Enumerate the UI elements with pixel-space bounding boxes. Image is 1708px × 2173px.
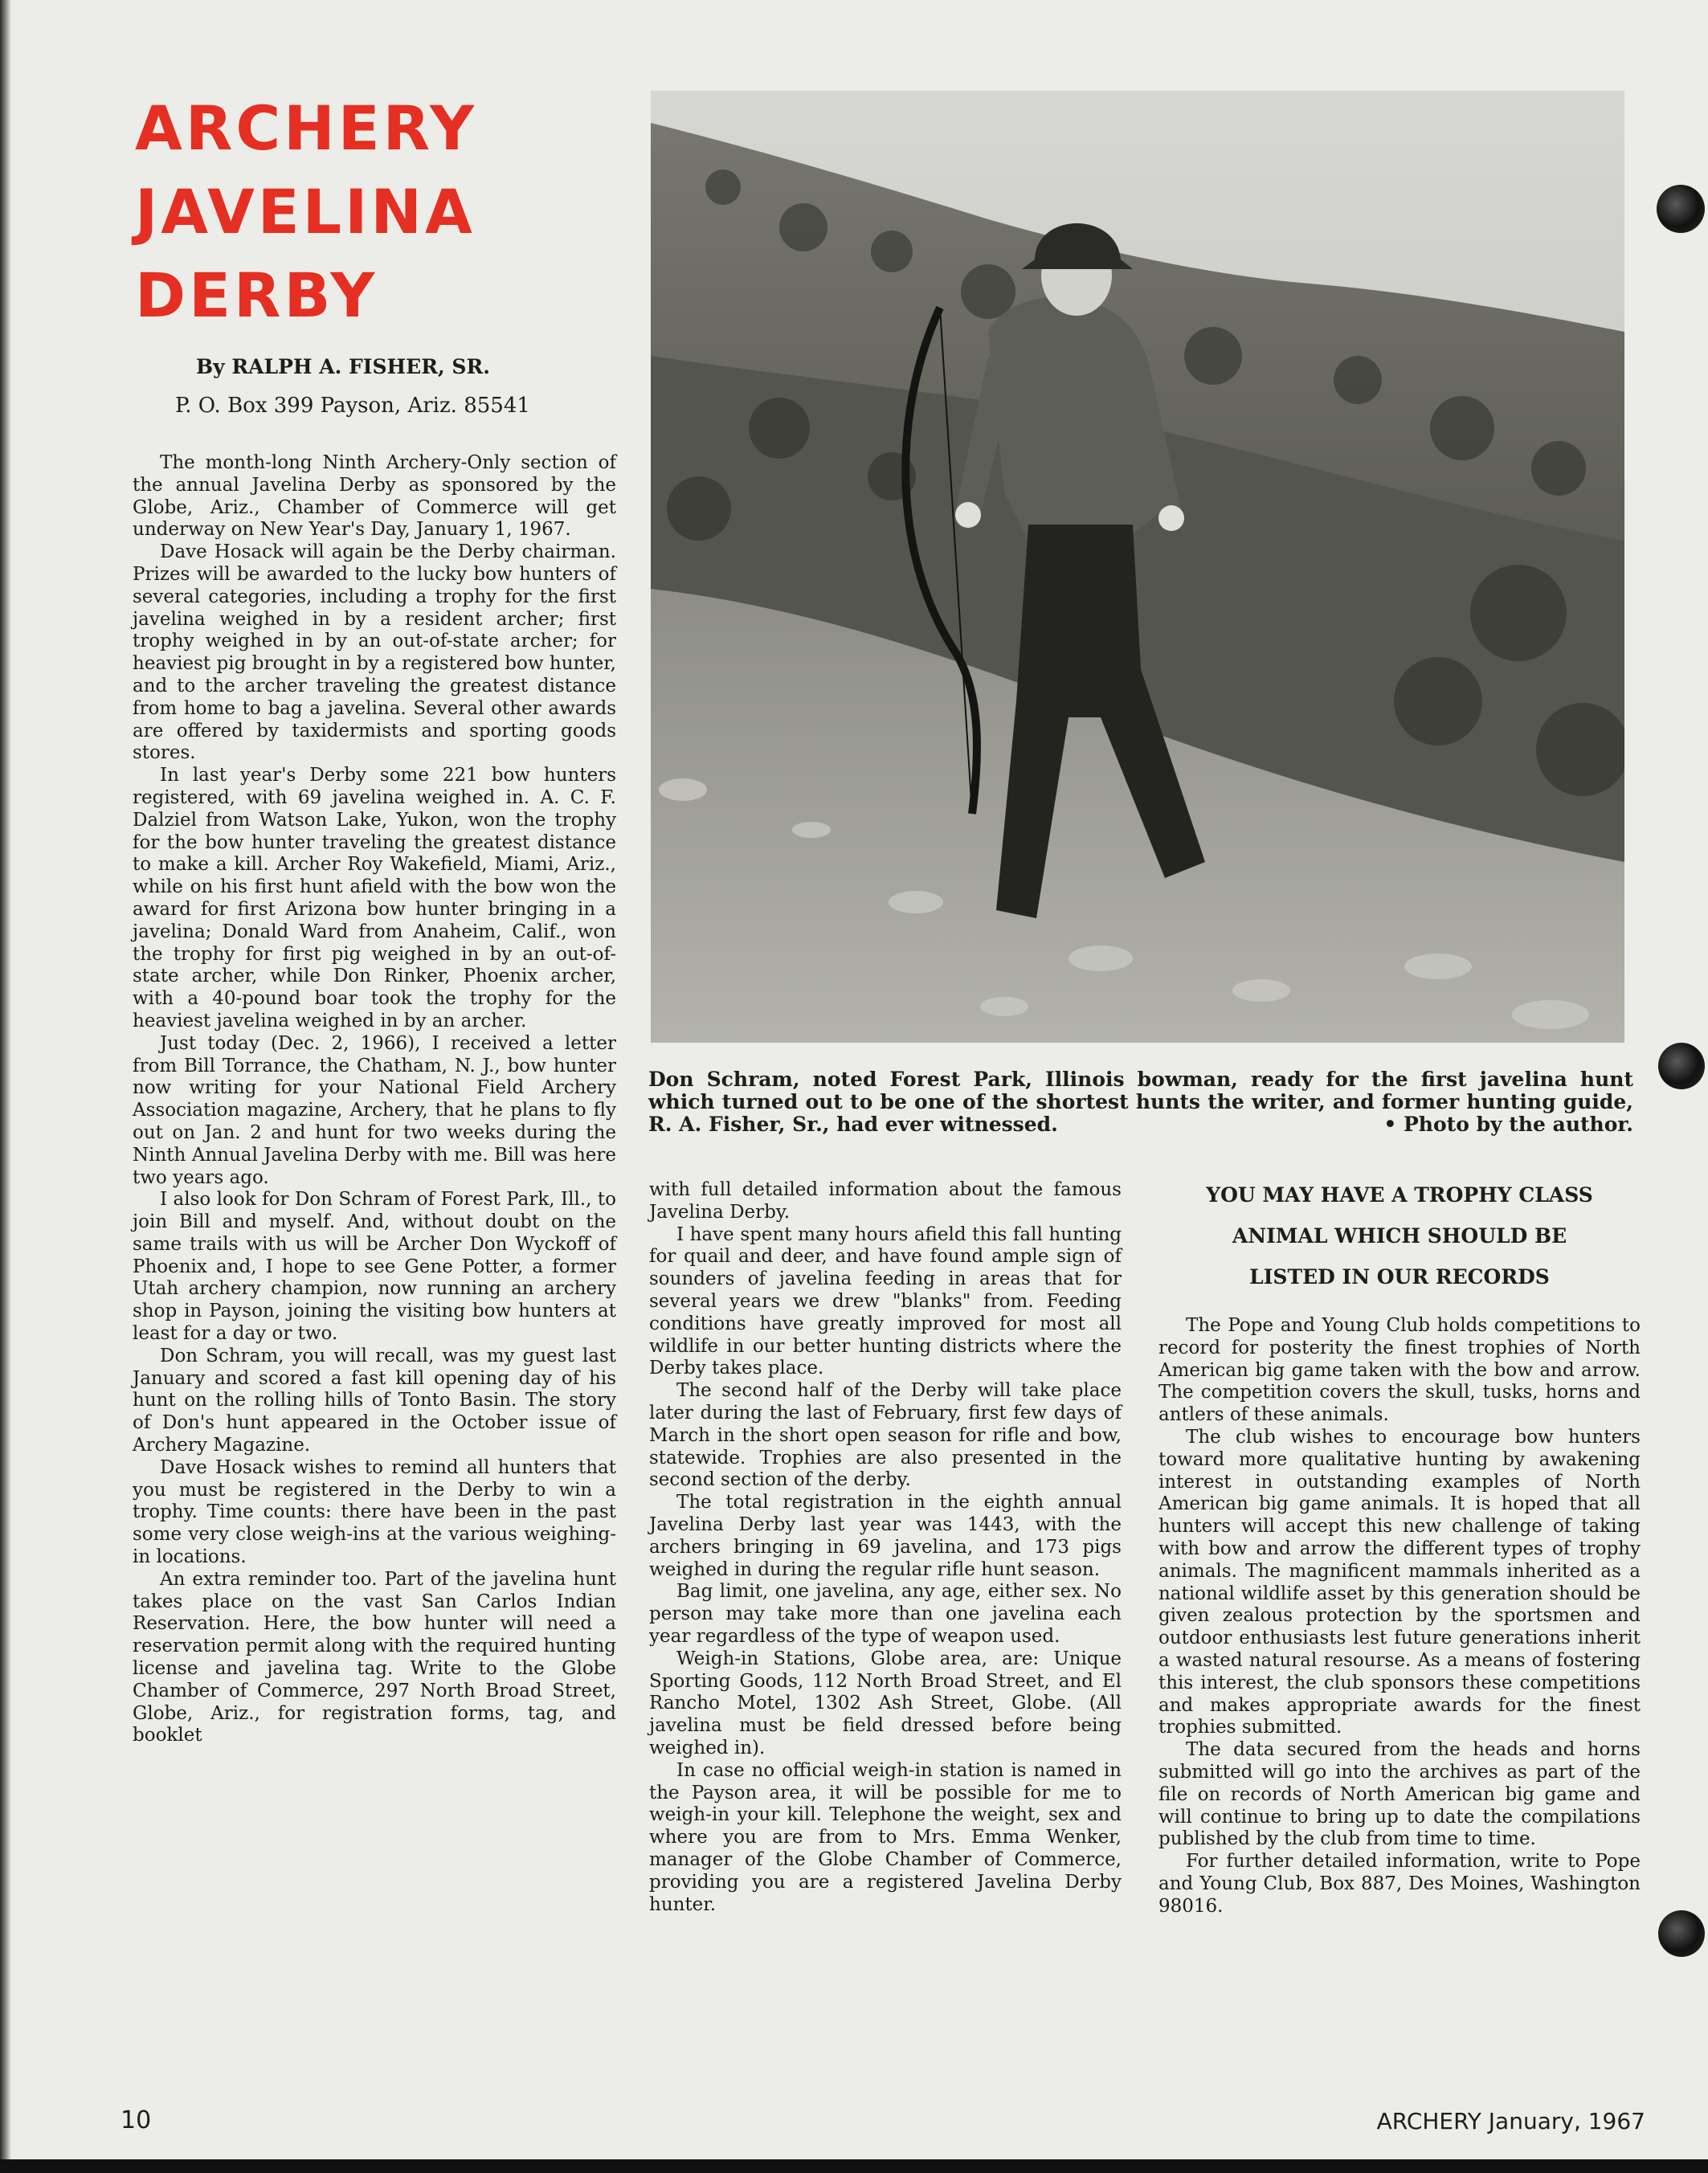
paragraph: Weigh-in Stations, Globe area, are: Unique Sporting Goods, 112 North Broad Street, and El Rancho Motel, 1302 Ash Street, Globe. (All javelina must be field dressed before being weighed in). — [649, 1648, 1122, 1758]
paragraph: Dave Hosack wishes to remind all hunters that you must be registered in the Derby to win a trophy. Time counts: there have been in the past some very close weigh-ins at the various weighing-in locations. — [133, 1456, 616, 1568]
article-column-1 — [133, 452, 616, 1747]
paragraph: The data secured from the heads and horns submitted will go into the archives as part of the file on records of North American big game and will continue to bring up to date the compilations published by the club from time to time. — [1158, 1739, 1641, 1850]
sidebar-column — [1158, 1315, 1641, 1918]
article-title — [135, 87, 617, 337]
sidebar-heading-line-2: ANIMAL WHICH SHOULD BE — [1232, 1224, 1567, 1248]
author-byline: By RALPH A. FISHER, SR. — [196, 355, 490, 378]
caption-text: Don Schram, noted Forest Park, Illinois bowman, ready for the first javelina hunt which turned out to be one of the shortest hunts the writer, and former hunting guide, R. A. Fisher, Sr., had ever witnessed. — [648, 1068, 1633, 1136]
binder-hole — [1657, 185, 1705, 233]
author-address: P. O. Box 399 Payson, Ariz. 85541 — [175, 394, 530, 418]
paragraph: I have spent many hours afield this fall hunting for quail and deer, and have found ample sign of sounders of javelina feeding in areas that for several years we drew "blanks" from. Feeding conditions have greatly improved for most all wildlife in our better hunting districts where the Derby takes place. — [649, 1223, 1122, 1379]
page-number: 10 — [121, 2106, 152, 2134]
paragraph: The month-long Ninth Archery-Only section of the annual Javelina Derby as sponsored by the Globe, Ariz., Chamber of Commerce will get underway on New Year's Day, January 1, 1967. — [133, 452, 616, 541]
binder-hole — [1658, 1043, 1705, 1089]
paragraph: Dave Hosack will again be the Derby chairman. Prizes will be awarded to the lucky bow hunters of several categories, including a trophy for the first javelina weighed in by a resident archer; first trophy weighed in by an out-of-state archer; for heaviest pig brought in by a registered bow hunter, and to the archer traveling the greatest distance from home to bag a javelina. Several other awards are offered by taxidermists and sporting goods stores. — [133, 541, 616, 764]
binder-hole — [1658, 1910, 1705, 1957]
paragraph: For further detailed information, write to Pope and Young Club, Box 887, Des Moines, Washington 98016. — [1158, 1851, 1641, 1917]
paragraph: with full detailed information about the famous Javelina Derby. — [649, 1179, 1122, 1223]
paragraph: The total registration in the eighth annual Javelina Derby last year was 1443, with the archers bringing in 69 javelina, and 173 pigs weighed in during the regular rifle hunt season. — [649, 1492, 1122, 1580]
article-column-2 — [649, 1179, 1122, 1916]
hunter-photo — [651, 91, 1624, 1043]
paragraph: The Pope and Young Club holds competitions to record for posterity the finest trophies of North American big game taken with the bow and arrow. The competition covers the skull, tusks, horns and antlers of these animals. — [1158, 1315, 1641, 1426]
paragraph: The club wishes to encourage bow hunters toward more qualitative hunting by awakening interest in outstanding examples of North American big game animals. It is hoped that all hunters will accept this new challenge of taking with bow and arrow the different types of trophy animals. The magnificent mammals inherited as a national wildlife asset by this generation should be given zealous protection by the sportsmen and outdoor enthusiasts lest future generations inherit a wasted natural resourse. As a means of fostering this interest, the club sponsors these competitions and makes appropriate awards for the finest trophies submitted. — [1158, 1426, 1641, 1738]
sidebar-heading — [1154, 1174, 1645, 1297]
page-spine-shadow — [0, 0, 11, 2173]
title-line-2: JAVELINA — [135, 176, 476, 247]
sidebar-heading-line-1: YOU MAY HAVE A TROPHY CLASS — [1206, 1183, 1593, 1207]
page-bottom-edge — [0, 2159, 1708, 2173]
paragraph: In case no official weigh-in station is named in the Payson area, it will be possible for me to weigh-in your kill. Telephone the weight, sex and where you are from to Mrs. Emma Wenker, manager of the Globe Chamber of Commerce, providing you are a registered Javelina Derby hunter. — [649, 1759, 1122, 1915]
title-line-1: ARCHERY — [135, 92, 478, 164]
paragraph: Bag limit, one javelina, any age, either sex. No person may take more than one javelina each year regardless of the type of weapon used. — [649, 1581, 1122, 1647]
title-line-3: DERBY — [135, 259, 378, 331]
paragraph: In last year's Derby some 221 bow hunters registered, with 69 javelina weighed in. A. C. F. Dalziel from Watson Lake, Yukon, won the trophy for the bow hunter traveling the greatest distance to make a kill. Archer Roy Wakefield, Miami, Ariz., while on his first hunt afield with the bow won the award for first Arizona bow hunter bringing in a javelina; Donald Ward from Anaheim, Calif., won the trophy for first pig weighed in by an out-of-state archer, while Don Rinker, Phoenix archer, with a 40-pound boar took the trophy for the heaviest javelina weighed in by an archer. — [133, 765, 616, 1031]
running-footer: ARCHERY January, 1967 — [1376, 2108, 1645, 2134]
paragraph: Don Schram, you will recall, was my guest last January and scored a fast kill opening day of his hunt on the rolling hills of Tonto Basin. The story of Don's hunt appeared in the October issue of Archery Magazine. — [133, 1345, 616, 1456]
photo-caption — [648, 1068, 1633, 1136]
sidebar-heading-line-3: LISTED IN OUR RECORDS — [1249, 1265, 1550, 1289]
paragraph: I also look for Don Schram of Forest Park, Ill., to join Bill and myself. And, without doubt on the same trails with us will be Archer Don Wyckoff of Phoenix and, I hope to see Gene Potter, a former Utah archery champion, now running an archery shop in Payson, joining the visiting bow hunters at least for a day or two. — [133, 1189, 616, 1345]
paragraph: An extra reminder too. Part of the javelina hunt takes place on the vast San Carlos Indian Reservation. Here, the bow hunter will need a reservation permit along with the required hunting license and javelina tag. Write to the Globe Chamber of Commerce, 297 North Broad Street, Globe, Ariz., for registration forms, tag, and booklet — [133, 1568, 616, 1746]
hunter-photo-illustration — [651, 91, 1624, 1043]
paragraph: Just today (Dec. 2, 1966), I received a letter from Bill Torrance, the Chatham, N. J., bow hunter now writing for your National Field Archery Association magazine, Archery, that he plans to fly out on Jan. 2 and hunt for two weeks during the Ninth Annual Javelina Derby with me. Bill was here two years ago. — [133, 1032, 616, 1188]
photo-credit: • Photo by the author. — [1383, 1113, 1633, 1136]
paragraph: The second half of the Derby will take place later during the last of February, first few days of March in the short open season for rifle and bow, statewide. Trophies are also presented in the second section of the derby. — [649, 1380, 1122, 1491]
